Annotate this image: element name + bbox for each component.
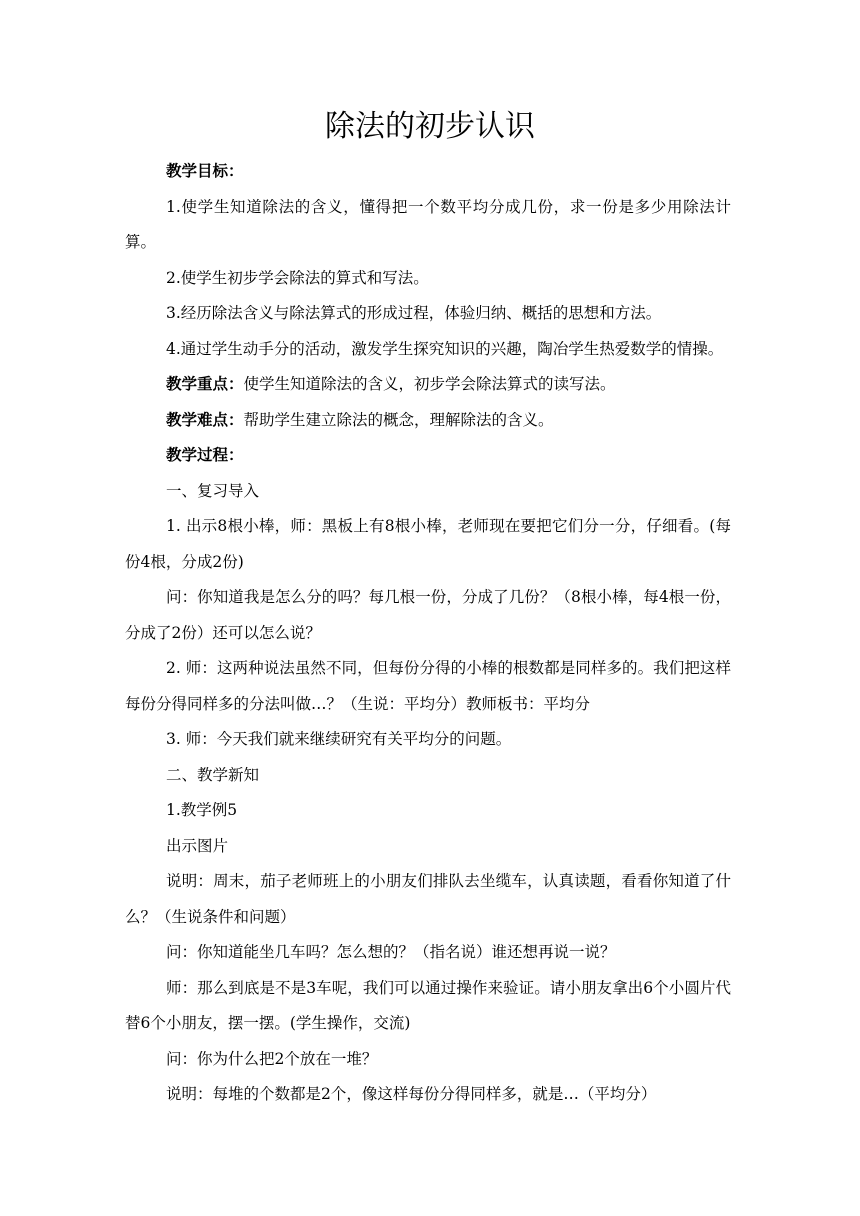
process-paragraph: 说明：周末，茄子老师班上的小朋友们排队去坐缆车，认真读题，看看你知道了什么？（生说条件和问题） [125,872,731,926]
process-section-heading: 二、教学新知 [166,765,260,784]
process-heading-label: 教学过程： [166,446,244,464]
key-point-text: 使学生知道除法的含义，初步学会除法算式的读写法。 [243,375,616,393]
process-paragraph: 2. 师：这两种说法虽然不同，但每份分得的小棒的根数都是同样多的。我们把这样每份分得同样多的分法叫做…？（生说：平均分）教师板书：平均分 [125,659,731,713]
objective-item: 4.通过学生动手分的活动，激发学生探究知识的兴趣，陶冶学生热爱数学的情操。 [166,339,724,358]
difficulty-text: 帮助学生建立除法的概念，理解除法的含义。 [243,410,554,429]
difficulty-paragraph [125,403,731,439]
objective-item: 1.使学生知道除法的含义，懂得把一个数平均分成几份，求一份是多少用除法计算。 [125,197,731,251]
process-paragraph: 说明：每堆的个数都是2个，像这样每份分得同样多，就是…（平均分） [166,1085,657,1103]
process-paragraph: 问：你知道能坐几车吗？怎么想的？（指名说）谁还想再说一说？ [166,943,616,961]
process-paragraph: 3. 师：今天我们就来继续研究有关平均分的问题。 [166,730,512,748]
process-paragraph: 1.教学例5 [166,801,238,819]
difficulty-label: 教学难点： [166,410,244,429]
objective-item: 2.使学生初步学会除法的算式和写法。 [166,268,429,287]
process-paragraph: 问：你为什么把2个放在一堆？ [166,1049,378,1068]
objective-item: 3.经历除法含义与除法算式的形成过程，体验归纳、概括的思想和方法。 [166,304,662,322]
process-heading [125,438,731,474]
process-section-heading: 一、复习导入 [166,481,260,500]
objectives-heading [125,154,731,190]
document-body [125,154,731,1113]
process-paragraph: 师：那么到底是不是3车呢，我们可以通过操作来验证。请小朋友拿出6个小圆片代替6个小朋友，摆一摆。(学生操作，交流) [125,978,731,1032]
process-paragraph: 出示图片 [166,836,229,855]
key-point-label: 教学重点： [166,375,244,393]
process-paragraph: 1. 出示8根小棒，师：黑板上有8根小棒，老师现在要把它们分一分，仔细看。(每份4根，分成2份) [125,517,731,571]
objectives-heading-label: 教学目标： [166,162,244,180]
key-point-paragraph [125,367,731,403]
process-paragraph: 问：你知道我是怎么分的吗？每几根一份，分成了几份？（8根小棒，每4根一份，分成了2份）还可以怎么说？ [125,588,731,642]
document-title: 除法的初步认识 [325,109,535,144]
